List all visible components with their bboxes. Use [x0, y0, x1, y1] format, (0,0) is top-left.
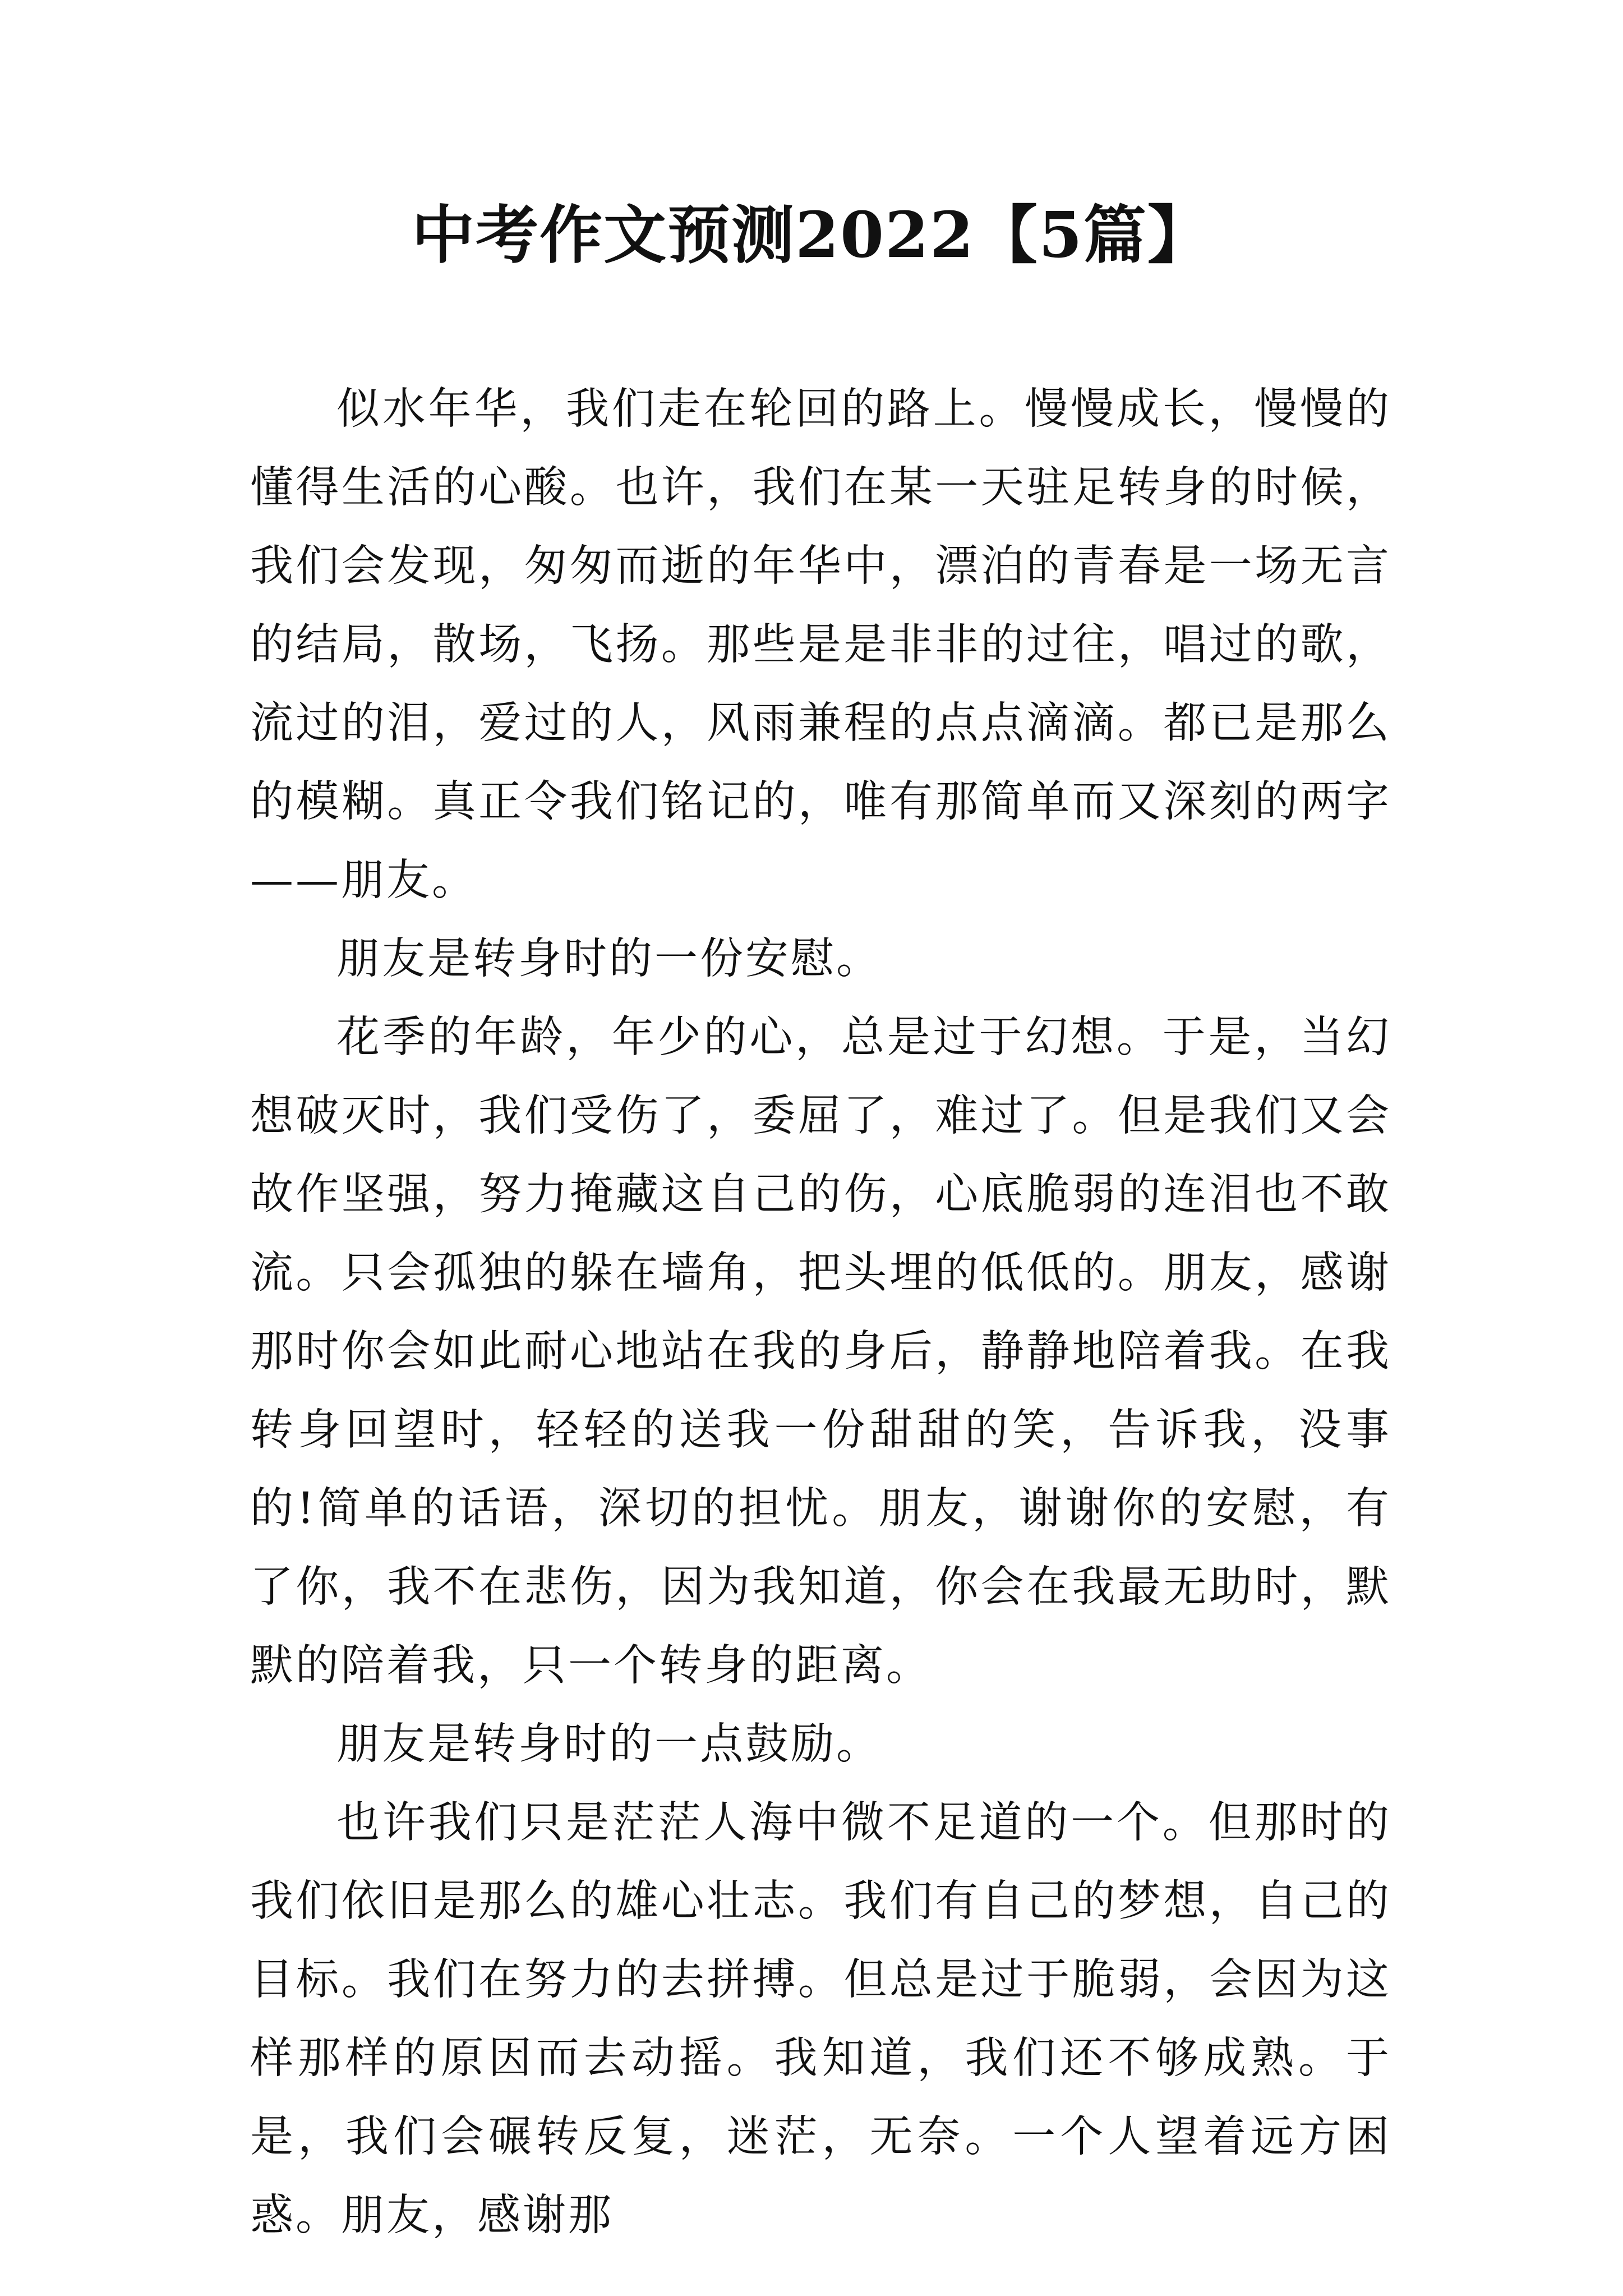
paragraph-4: 朋友是转身时的一点鼓励。	[336, 1719, 882, 1769]
document-title: 中考作文预测2022【5篇】	[412, 199, 1211, 272]
paragraph-2: 朋友是转身时的一份安慰。	[336, 934, 882, 984]
paragraph-5: 也许我们只是茫茫人海中微不足道的一个。但那时的我们依旧是那么的雄心壮志。我们有自己的梦想，自己的目标。我们在努力的去拼搏。但总是过于脆弱，会因为这样那样的原因而去动摇。我知道，我们还不够成熟。于是，我们会碾转反复，迷茫，无奈。一个人望着远方困惑。朋友，感谢那	[250, 1798, 1391, 2240]
paragraph-3: 花季的年龄，年少的心，总是过于幻想。于是，当幻想破灭时，我们受伤了，委屈了，难过了。但是我们又会故作坚强，努力掩藏这自己的伤，心底脆弱的连泪也不敢流。只会孤独的躲在墙角，把头埋的低低的。朋友，感谢那时你会如此耐心地站在我的身后，静静地陪着我。在我转身回望时，轻轻的送我一份甜甜的笑，告诉我，没事的!简单的话语，深切的担忧。朋友，谢谢你的安慰，有了你，我不在悲伤，因为我知道，你会在我最无助时，默默的陪着我，只一个转身的距离。	[250, 1013, 1391, 1691]
paragraph-1: 似水年华，我们走在轮回的路上。慢慢成长，慢慢的懂得生活的心酸。也许，我们在某一天驻足转身的时候，我们会发现，匆匆而逝的年华中，漂泊的青春是一场无言的结局，散场，飞扬。那些是是非非的过往，唱过的歌，流过的泪，爱过的人，风雨兼程的点点滴滴。都已是那么的模糊。真正令我们铭记的，唯有那简单而又深刻的两字——朋友。	[250, 384, 1391, 905]
document-body	[250, 370, 1391, 2255]
